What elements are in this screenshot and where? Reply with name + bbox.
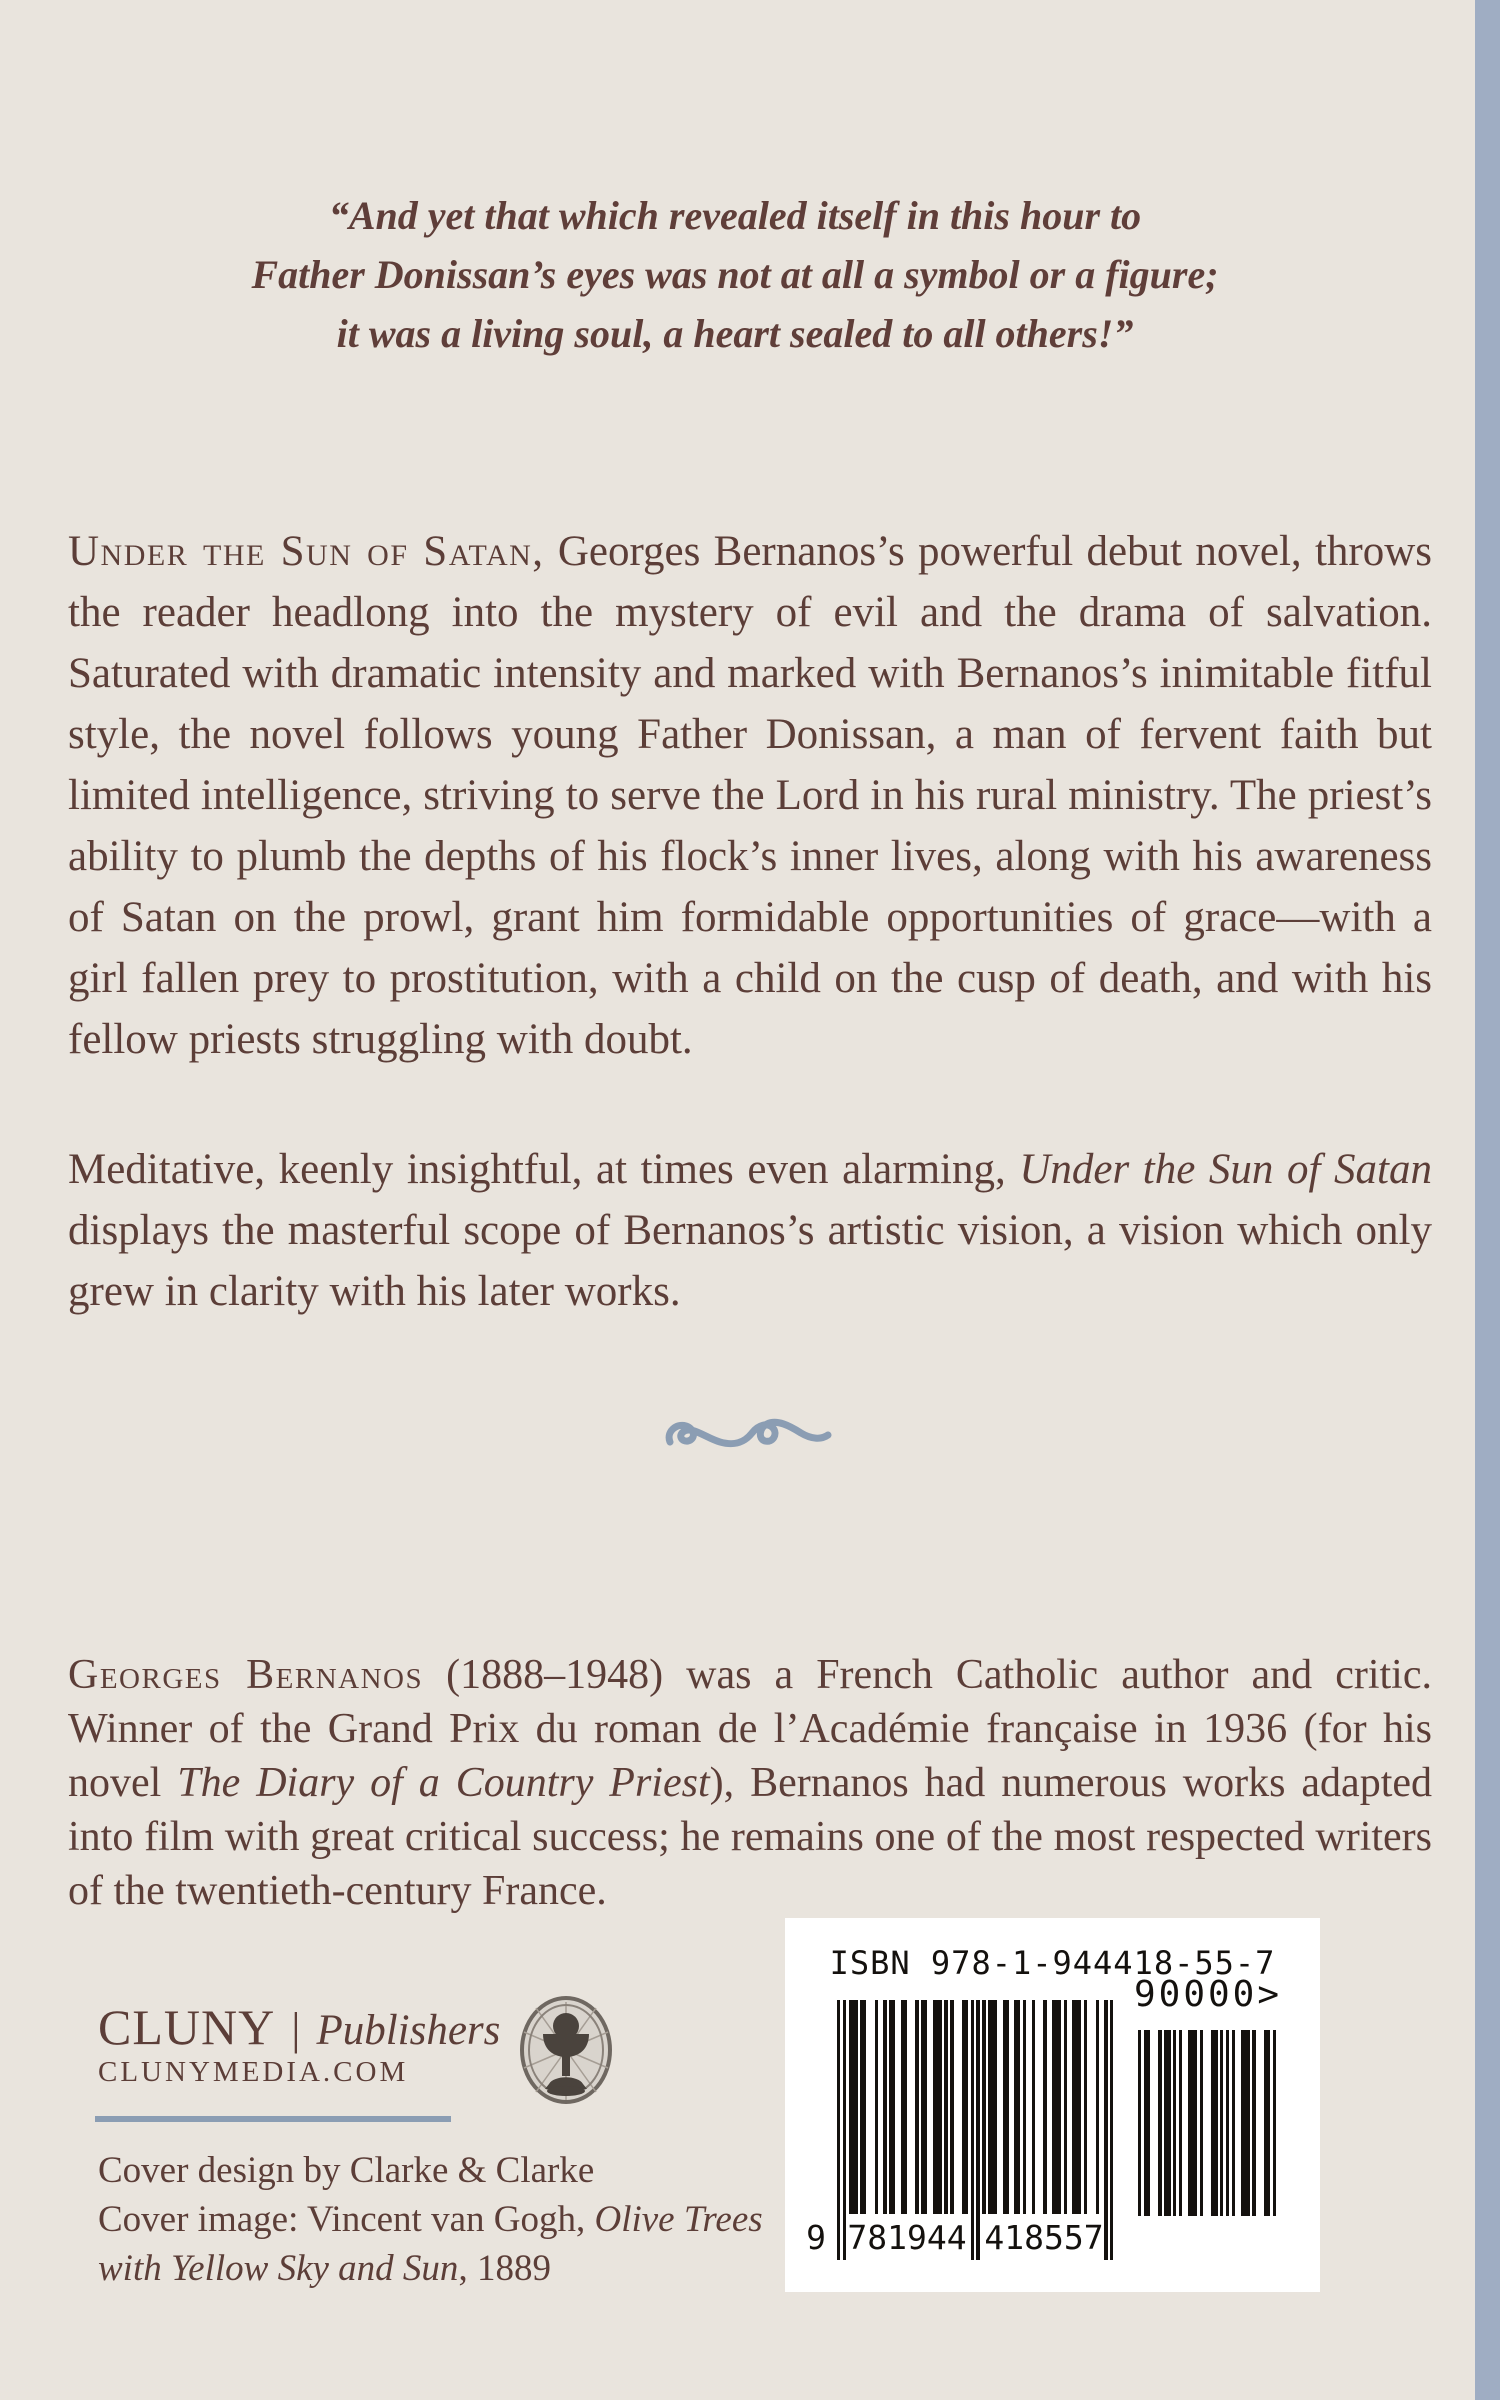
review-text: Meditative, keenly insightful, at times even alarming, xyxy=(68,1146,1020,1193)
credit-line xyxy=(98,2244,763,2293)
artwork-title-italic: Olive Trees xyxy=(594,2199,763,2240)
quote-line: Father Donissan’s eyes was not at all a symbol or a figure; xyxy=(251,252,1219,297)
price-code: 90000> xyxy=(1133,1974,1283,2015)
isbn-block xyxy=(785,1918,1320,2292)
review-text: displays the masterful scope of Bernanos’s artistic vision, a vision which only grew in clarity with his later works. xyxy=(68,1207,1432,1315)
credit-text: , 1889 xyxy=(458,2248,551,2289)
credit-line xyxy=(98,2146,763,2195)
publisher-divider: | xyxy=(291,2003,301,2054)
quote-line: it was a living soul, a heart sealed to all others!” xyxy=(336,311,1134,356)
credit-text: Cover design by Clarke & Clarke xyxy=(98,2150,595,2191)
spine-edge xyxy=(1475,0,1500,2400)
author-bio xyxy=(68,1648,1432,1918)
book-title-italic: The Diary of a Country Priest xyxy=(177,1760,710,1806)
book-title-smallcaps: Under the Sun of Satan, xyxy=(68,528,545,575)
divider-rule xyxy=(95,2116,451,2122)
flourish-divider-icon xyxy=(663,1408,837,1462)
publisher-website: CLUNYMEDIA.COM xyxy=(98,2056,409,2088)
chalice-emblem-icon xyxy=(520,1996,612,2104)
barcode-digit: 9 xyxy=(801,2216,831,2260)
ean13-barcode xyxy=(806,2000,1113,2260)
synopsis-paragraph xyxy=(68,521,1432,1070)
pull-quote xyxy=(0,186,1470,363)
bio-text: (1888–1948) was a French Catholic author and critic. Winner of the Grand Prix du roman de l’Académie française in 1936 (for his novel xyxy=(68,1652,1432,1806)
artwork-title-italic: with Yellow Sky and Sun xyxy=(98,2248,459,2289)
credit-line xyxy=(98,2195,763,2244)
synopsis-text: Georges Bernanos’s powerful debut novel, throws the reader headlong into the mystery of evil and the drama of salvation. Saturated with dramatic intensity and marked with Bernanos’s inimitable fitful style, the novel follows young Father Donissan, a man of fervent faith but limited intelligence, striving to serve the Lord in his rural ministry. The priest’s ability to plumb the depths of his flock’s inner lives, along with his awareness of Satan on the prowl, grant him formidable opportunities of grace—with a girl fallen prey to prostitution, with a child on the cusp of death, and with his fellow priests struggling with doubt. xyxy=(68,528,1432,1063)
publisher-tagline: Publishers xyxy=(316,2007,501,2054)
publisher-name: CLUNY xyxy=(98,1999,276,2055)
barcode-digits: 418557 xyxy=(983,2216,1105,2260)
quote-line: “And yet that which revealed itself in this hour to xyxy=(328,193,1142,238)
book-title-italic: Under the Sun of Satan xyxy=(1019,1146,1432,1193)
bio-text: ), Bernanos had numerous works adapted into film with great critical success; he remains one of the most respected writers of the twentieth-century France. xyxy=(68,1760,1433,1914)
review-paragraph xyxy=(68,1139,1432,1322)
supplement-barcode xyxy=(1135,2030,1273,2216)
author-name-smallcaps: Georges Bernanos xyxy=(68,1652,424,1698)
isbn-number: ISBN 978-1-944418-55-7 xyxy=(829,1944,1276,1982)
barcode-digits: 781944 xyxy=(846,2216,968,2260)
cover-credits xyxy=(98,2146,763,2293)
credit-text: Cover image: Vincent van Gogh, xyxy=(98,2199,595,2240)
publisher-logo-text xyxy=(98,1998,500,2056)
